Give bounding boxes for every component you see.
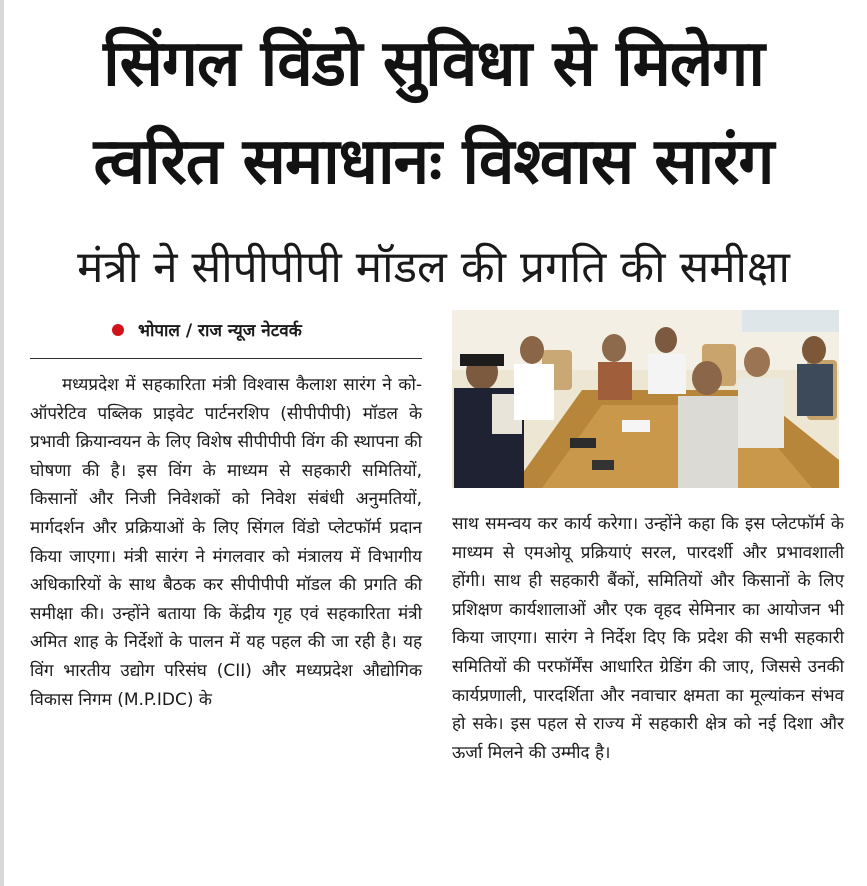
headline-line-1: सिंगल विंडो सुविधा से मिलेगा bbox=[103, 27, 764, 101]
byline-divider bbox=[30, 358, 422, 359]
article-paragraph-right: साथ समन्वय कर कार्य करेगा। उन्होंने कहा कि इस प्लेटफॉर्म के माध्यम से एमओयू प्रक्रियाएं सरल, पारदर्शी और प्रभावशाली होंगी। साथ ही सहकारी बैंकों, समितियों और किसानों के लिए प्रशिक्षण कार्यशालाओं और एक वृहद सेमिनार का आयोजन भी किया जाएगा। सारंग ने निर्देश दिए कि प्रदेश की सभी सहकारी समितियों की परफॉर्मेंस आधारित ग्रेडिंग की जाए, जिससे उनकी कार्यप्रणाली, पारदर्शिता और नवाचार क्षमता का मूल्यांकन संभव हो सके। इस पहल से राज्य में सहकारी क्षेत्र को नई दिशा और ऊर्जा मिलने की उम्मीद है। bbox=[452, 514, 844, 763]
meeting-photo bbox=[452, 310, 839, 488]
article-column-right bbox=[452, 510, 844, 767]
headline-line-2: त्वरित समाधानः विश्वास सारंग bbox=[93, 125, 774, 199]
byline bbox=[112, 318, 302, 341]
red-dot-icon bbox=[112, 324, 124, 336]
article-column-left bbox=[30, 371, 422, 714]
subheadline: मंत्री ने सीपीपीपी मॉडल की प्रगति की समीक्षा bbox=[77, 242, 790, 293]
article-paragraph-left: मध्यप्रदेश में सहकारिता मंत्री विश्वास कैलाश सारंग ने को-ऑपरेटिव पब्लिक प्राइवेट पार्टनरशिप (सीपीपीपी) मॉडल के प्रभावी क्रियान्वयन के लिए विशेष सीपीपीपी विंग की स्थापना की घोषणा की है। इस विंग के माध्यम से सहकारी समितियों, किसानों और निजी निवेशकों को निवेश संबंधी अनुमतियों, मार्गदर्शन और प्रक्रियाओं के लिए सिंगल विंडो प्लेटफॉर्म प्रदान किया जाएगा। मंत्री सारंग ने मंगलवार को मंत्रालय में विभागीय अधिकारियों के साथ बैठक कर सीपीपीपी मॉडल की प्रगति की समीक्षा की। उन्होंने बताया कि केंद्रीय गृह एवं सहकारिता मंत्री अमित शाह के निर्देशों के पालन में यह पहल की जा रही है। यह विंग भारतीय उद्योग परिसंघ (CII) और मध्यप्रदेश औद्योगिक विकास निगम (M.P.IDC) के bbox=[30, 375, 422, 710]
byline-text: भोपाल / राज न्यूज नेटवर्क bbox=[138, 321, 302, 341]
